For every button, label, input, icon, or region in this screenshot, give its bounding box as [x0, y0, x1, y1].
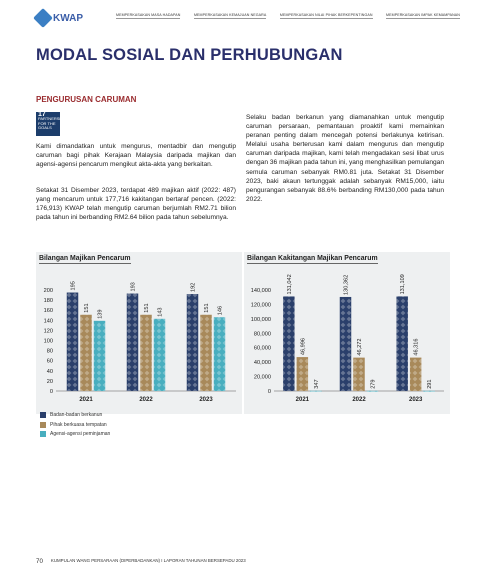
y-tick-label: 80,000: [253, 331, 271, 338]
bar-2022-series-0: [127, 294, 139, 391]
y-tick-label: 140,000: [250, 288, 271, 294]
y-tick-label: 120: [43, 328, 53, 335]
bar-2022-series-1: [353, 358, 365, 391]
legend-item: [40, 412, 110, 418]
chart-panel-employers: [36, 252, 242, 414]
bar-2023-series-2: [214, 317, 226, 391]
bar-2023-series-2: [423, 391, 435, 392]
section-subtitle: PENGURUSAN CARUMAN: [36, 95, 137, 104]
legend-swatch-local-authority: [40, 422, 46, 428]
legend-item: [40, 422, 110, 428]
bar-value-label: 193: [130, 282, 137, 292]
sdg-number: 17: [38, 111, 46, 118]
bar-value-label: 347: [313, 379, 320, 389]
bar-2022-series-2: [367, 391, 379, 392]
legend-label: Badan-badan berkanun: [50, 412, 103, 418]
footer-text: KUMPULAN WANG PERSARAAN (DIPERBADANKAN) I LAPORAN TAHUNAN BERSEPADU 2023: [50, 558, 246, 563]
bar-value-label: 143: [157, 307, 164, 317]
legend-item: [40, 431, 110, 437]
y-tick-label: 160: [43, 308, 53, 315]
bar-2021-series-0: [67, 293, 79, 391]
x-category-label: 2022: [139, 397, 153, 403]
chart-legend: [40, 412, 110, 441]
nav-item-pihak-berkepentingan[interactable]: MEMPERKASAKAN NILAI PIHAK BERKEPENTINGAN: [279, 13, 373, 17]
sdg-text: PARTNERSHIPS FOR THE GOALS: [38, 116, 69, 130]
page-number: 70: [36, 558, 43, 565]
bar-2023-series-0: [187, 294, 199, 391]
bar-2021-series-2: [310, 391, 322, 392]
sdg-17-badge: [36, 111, 69, 136]
paragraph-monitoring: Selaku badan berkanun yang diamanahkan untuk mengutip caruman persaraan, pemantauan proaktif kami memainkan peranan penting dalam mencegah potensi berlakunya ketirisan. Melalui usaha berterusan kami dalam mengurus dan mengutip caruman daripada majikan, kami telah mengadakan sesi libat urus dengan 36 majikan pada tahun ini, yang menghasilkan pemulangan semula caruman sebanyak RM0.81 juta. Setakat 31 Disember 2023, baki akaun tertunggak adalah sebanyak RM15,000, iaitu pengurangan sebanyak 88.6% berbanding RM130,000 pada tahun 2022.: [246, 114, 444, 203]
y-tick-label: 20,000: [253, 374, 271, 381]
paragraph-mandate: Kami dimandatkan untuk mengurus, mentadbir dan mengutip caruman bagi pihak Kerajaan Malaysia daripada majikan dan agensi-agensi pencarum mengikut akta-akta yang berkaitan.: [36, 143, 236, 169]
kwap-logo: [36, 11, 83, 25]
x-category-label: 2023: [408, 397, 423, 403]
nav-item-kemajuan-negara[interactable]: MEMPERKASAKAN KEMAJUAN NEGARA: [193, 13, 267, 17]
bar-value-label: 146: [217, 305, 224, 316]
y-tick-label: 0: [267, 389, 271, 395]
bar-value-label: 139: [97, 309, 104, 319]
employers-bar-chart: [36, 268, 242, 414]
kwap-logo-mark: [33, 8, 53, 28]
y-tick-label: 200: [43, 288, 53, 294]
bar-value-label: 192: [190, 282, 197, 293]
legend-swatch-statutory: [40, 412, 46, 418]
bar-value-label: 151: [204, 303, 210, 313]
chart-title-staff: Bilangan Kakitangan Majikan Pencarum: [247, 255, 378, 262]
nav-item-impak-kemampanan[interactable]: MEMPERKASAKAN IMPAK KEMAMPANAN: [386, 13, 460, 17]
x-category-label: 2023: [199, 397, 213, 403]
y-tick-label: 120,000: [250, 302, 271, 309]
bar-2021-series-2: [94, 321, 106, 391]
chart-title-employers: Bilangan Majikan Pencarum: [39, 255, 131, 262]
top-navigation: [116, 13, 460, 19]
bar-2022-series-2: [154, 319, 166, 391]
bar-2021-series-0: [283, 296, 295, 391]
bar-value-label: 131,109: [400, 274, 407, 295]
bar-value-label: 46,316: [413, 338, 420, 356]
bar-value-label: 130,362: [343, 274, 350, 295]
page-footer: [36, 558, 246, 565]
page-title: MODAL SOSIAL DAN PERHUBUNGAN: [36, 46, 343, 64]
y-tick-label: 20: [46, 378, 53, 385]
y-tick-label: 100: [43, 338, 53, 345]
bar-2023-series-0: [396, 296, 408, 391]
logo-text: KWAP: [53, 12, 83, 24]
y-tick-label: 60,000: [253, 345, 271, 352]
x-category-label: 2021: [79, 397, 93, 403]
legend-swatch-lending-agency: [40, 431, 46, 437]
bar-2021-series-1: [80, 315, 92, 391]
bar-2022-series-1: [140, 315, 152, 391]
x-category-label: 2022: [352, 397, 366, 403]
y-tick-label: 180: [43, 298, 53, 305]
bar-2023-series-1: [410, 358, 422, 391]
y-tick-label: 40,000: [253, 360, 271, 367]
x-category-label: 2021: [295, 397, 310, 403]
bar-2021-series-1: [297, 357, 308, 391]
legend-label: Agensi-agensi peminjaman: [50, 431, 111, 438]
bar-value-label: 291: [427, 379, 434, 389]
bar-value-label: 195: [70, 281, 77, 291]
y-tick-label: 60: [46, 358, 53, 365]
y-tick-label: 40: [46, 368, 53, 375]
bar-value-label: 151: [84, 303, 90, 313]
bar-value-label: 279: [370, 379, 377, 389]
paragraph-employers: Setakat 31 Disember 2023, terdapat 489 majikan aktif (2022: 487) yang mencarum untuk 177,716 kakitangan bertaraf pencen. (2022: 176,913) KWAP telah mengutip caruman berjumlah RM2.71 bilion pada tahun ini berbanding RM2.64 bilion pada tahun sebelumnya.: [36, 187, 236, 222]
y-tick-label: 140: [43, 318, 53, 325]
legend-label: Pihak berkuasa tempatan: [50, 421, 107, 428]
y-tick-label: 100,000: [250, 316, 271, 323]
y-tick-label: 0: [49, 389, 53, 395]
bar-2022-series-0: [340, 297, 352, 391]
y-tick-label: 80: [46, 348, 53, 355]
staff-bar-chart: [244, 268, 450, 414]
chart-panel-staff: [244, 252, 450, 414]
bar-value-label: 131,042: [286, 274, 293, 295]
bar-value-label: 151: [144, 303, 150, 313]
nav-item-masa-hadapan[interactable]: MEMPERKASAKAN MASA HADAPAN: [116, 13, 181, 17]
bar-value-label: 46,996: [300, 337, 307, 356]
bar-value-label: 46,272: [357, 338, 363, 356]
bar-2023-series-1: [200, 315, 212, 391]
